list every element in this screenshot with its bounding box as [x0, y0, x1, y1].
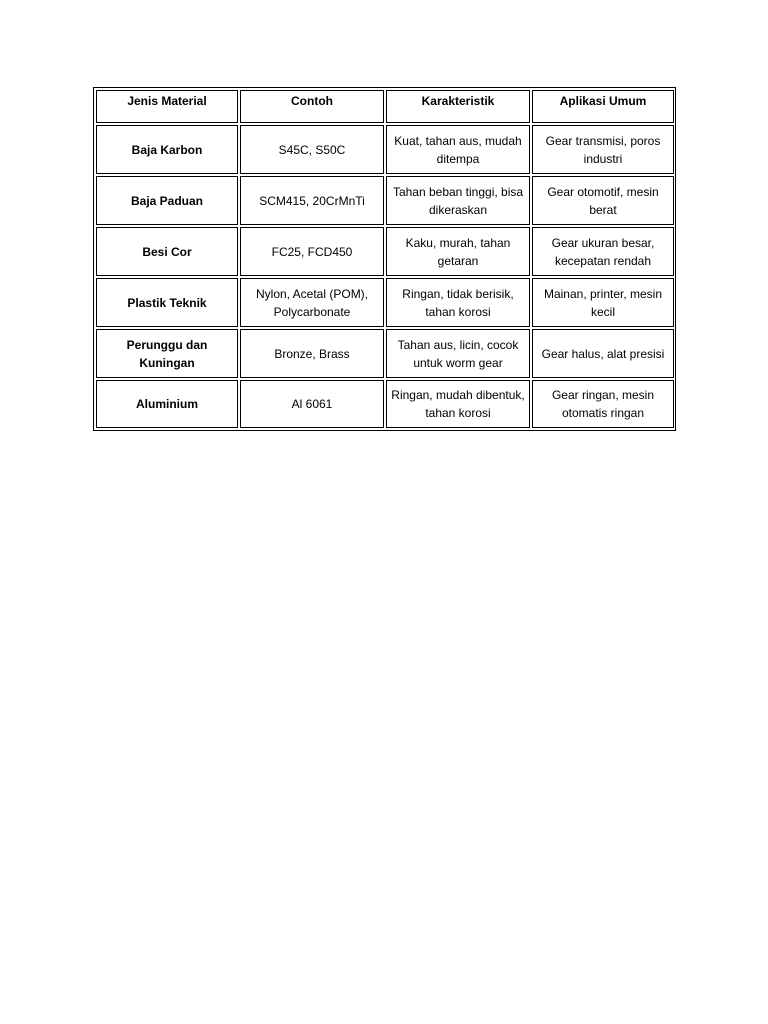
cell-text: SCM415, 20CrMnTi: [259, 193, 365, 208]
cell-text: Tahan aus, licin, cocok untuk worm gear: [397, 337, 519, 370]
cell-text: Kuat, tahan aus, mudah ditempa: [394, 133, 522, 166]
header-aplikasi-umum: [532, 90, 674, 123]
cell-text: Kaku, murah, tahan getaran: [405, 235, 511, 268]
header-label: Jenis Material: [127, 94, 207, 108]
cell-text: Gear ringan, mesin otomatis ringan: [551, 388, 655, 420]
cell-text: Gear otomotif, mesin berat: [547, 184, 659, 217]
material-table: [93, 87, 676, 431]
table-cell-karakteristik: [386, 176, 530, 225]
table-cell-contoh: [240, 227, 384, 276]
table-cell-aplikasi: [532, 125, 674, 174]
table-cell-material: [96, 380, 238, 428]
table-cell-karakteristik: [386, 329, 530, 378]
table-cell-material: [96, 329, 238, 378]
cell-text: Gear transmisi, poros industri: [545, 133, 661, 166]
table-cell-karakteristik: [386, 380, 530, 428]
cell-text: Plastik Teknik: [127, 295, 207, 310]
cell-text: Nylon, Acetal (POM), Polycarbonate: [255, 286, 369, 319]
cell-text: FC25, FCD450: [271, 244, 353, 259]
table-cell-material: [96, 278, 238, 327]
table-cell-karakteristik: [386, 227, 530, 276]
cell-text: Al 6061: [291, 397, 333, 411]
table-cell-aplikasi: [532, 329, 674, 378]
table-cell-material: [96, 227, 238, 276]
header-contoh: [240, 90, 384, 123]
cell-text: Mainan, printer, mesin kecil: [543, 286, 663, 319]
table-cell-material: [96, 125, 238, 174]
table-cell-contoh: [240, 176, 384, 225]
cell-text: Ringan, mudah dibentuk, tahan korosi: [391, 388, 525, 420]
table-cell-karakteristik: [386, 278, 530, 327]
table-cell-contoh: [240, 329, 384, 378]
header-label: Contoh: [291, 94, 333, 108]
table-cell-aplikasi: [532, 380, 674, 428]
table-cell-contoh: [240, 380, 384, 428]
cell-text: Besi Cor: [142, 244, 192, 259]
cell-text: S45C, S50C: [278, 142, 346, 157]
table-cell-karakteristik: [386, 125, 530, 174]
cell-text: Gear halus, alat presisi: [541, 346, 665, 361]
table-cell-aplikasi: [532, 278, 674, 327]
cell-text: Aluminium: [136, 397, 198, 411]
cell-text: Perunggu dan Kuningan: [126, 337, 208, 370]
cell-text: Tahan beban tinggi, bisa dikeraskan: [392, 184, 524, 217]
cell-text: Bronze, Brass: [274, 346, 350, 361]
table-cell-contoh: [240, 125, 384, 174]
table-cell-aplikasi: [532, 176, 674, 225]
table-cell-aplikasi: [532, 227, 674, 276]
header-label: Karakteristik: [421, 94, 495, 108]
header-jenis-material: [96, 90, 238, 123]
table-cell-contoh: [240, 278, 384, 327]
cell-text: Baja Paduan: [130, 193, 204, 208]
cell-text: Gear ukuran besar, kecepatan rendah: [551, 235, 655, 268]
cell-text: Ringan, tidak berisik, tahan korosi: [402, 286, 514, 319]
header-label: Aplikasi Umum: [559, 94, 647, 108]
table-cell-material: [96, 176, 238, 225]
header-karakteristik: [386, 90, 530, 123]
cell-text: Baja Karbon: [131, 142, 203, 157]
